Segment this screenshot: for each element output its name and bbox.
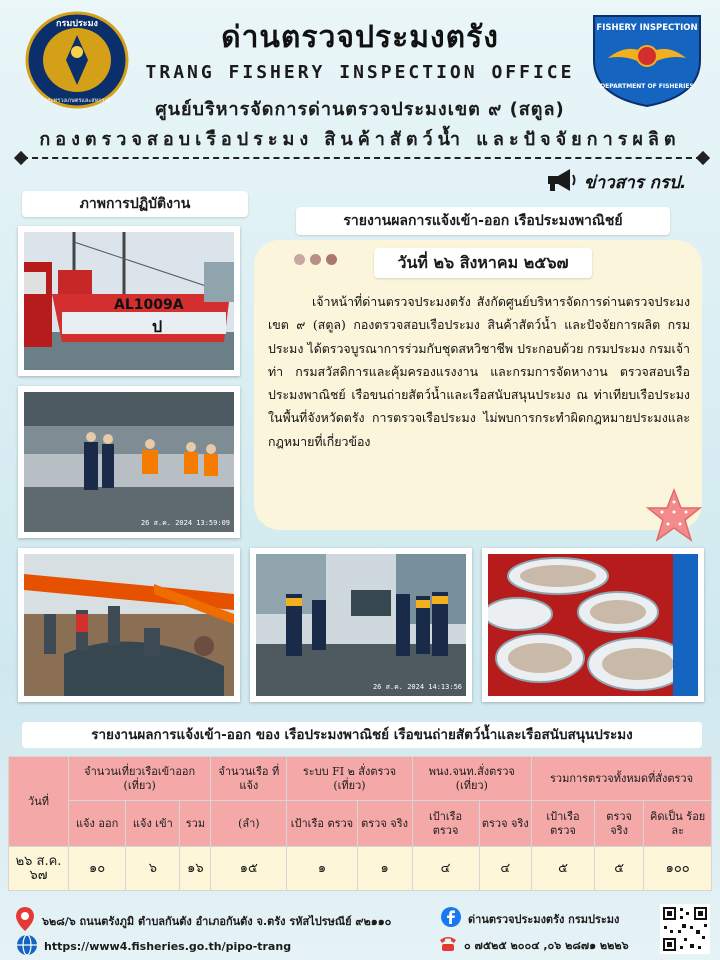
report-date: วันที่ ๒๖ สิงหาคม ๒๕๖๗ <box>374 248 592 278</box>
footer <box>0 898 720 960</box>
photo-timestamp: 26 ส.ค. 2024 13:59:09 <box>140 519 230 527</box>
table-title: รายงานผลการแจ้งเข้า-ออก ของ เรือประมงพาณิชย์ เรือขนถ่ายสัตว์น้ำและเรือสนับสนุนประมง <box>22 722 702 748</box>
table-sub-actual-total: ตรวจ จริง <box>594 801 643 847</box>
cell-out: ๑๐ <box>69 847 126 891</box>
footer-address <box>14 906 391 935</box>
table-header-pnjt: พนง.จนท.สั่งตรวจ (เที่ยว) <box>412 757 531 801</box>
photo-timestamp: 26 ส.ค. 2024 14:13:56 <box>372 683 462 691</box>
division-title: กองตรวจสอบเรือประมง สินค้าสัตว์น้ำ และปัจจัยการผลิต <box>39 129 681 150</box>
website-text: https://www4.fisheries.go.th/pipo-trang <box>44 940 292 953</box>
facebook-icon <box>440 906 462 931</box>
cell-sum: ๑๖ <box>180 847 211 891</box>
table-header-total: รวมการตรวจทั้งหมดที่สั่งตรวจ <box>532 757 712 801</box>
table-sub-target-fi2: เป้าเรือ ตรวจ <box>287 801 357 847</box>
table-sub-target-pnjt: เป้าเรือ ตรวจ <box>412 801 479 847</box>
table-header-fi2: ระบบ FI ๒ สั่งตรวจ (เที่ยว) <box>287 757 412 801</box>
left-logo-subtext: กระทรวงเกษตรและสหกรณ์ <box>44 98 110 104</box>
globe-icon <box>16 934 38 959</box>
table-sub-in: แจ้ง เข้า <box>126 801 180 847</box>
photo-officers-outdoor <box>250 548 472 702</box>
phone-text: ๐ ๗๕๒๕ ๒๐๐๔ ,๐๖ ๒๘๗๑ ๒๒๒๖ <box>464 938 629 952</box>
location-pin-icon <box>14 906 36 935</box>
cell-fi2-actual: ๑ <box>357 847 412 891</box>
right-logo-bottom-text: DEPARTMENT OF FISHERIES <box>600 83 694 90</box>
office-title-english: TRANG FISHERY INSPECTION OFFICE <box>145 62 575 83</box>
photo-deck-nets <box>18 548 240 702</box>
footer-phone <box>438 934 629 955</box>
office-title-thai: ด่านตรวจประมงตรัง <box>221 20 499 55</box>
table-sub-sum: รวม <box>180 801 211 847</box>
starfish-icon <box>646 488 702 542</box>
footer-facebook[interactable] <box>440 906 619 931</box>
photo-port-inspection <box>18 386 240 538</box>
table-sub-out: แจ้ง ออก <box>69 801 126 847</box>
decor-dots <box>294 254 337 265</box>
boat-side-mark: ป <box>152 317 163 336</box>
qr-code[interactable] <box>660 904 710 954</box>
table-sub-actual-pnjt: ตรวจ จริง <box>479 801 531 847</box>
report-card <box>254 240 702 530</box>
table-sub-percent: คิดเป็น ร้อยละ <box>644 801 712 847</box>
cell-fi2-target: ๑ <box>287 847 357 891</box>
facebook-text: ด่านตรวจประมงตรัง กรมประมง <box>468 912 620 926</box>
inspection-stats-table <box>8 756 712 891</box>
photo-fishing-boat <box>18 226 240 376</box>
table-sub-unit: (ลำ) <box>211 801 287 847</box>
news-label: ข่าวสาร กรป. <box>584 172 687 193</box>
report-body: เจ้าหน้าที่ด่านตรวจประมงตรัง สังกัดศูนย์บริหารจัดการด่านตรวจประมง เขต ๙ (สตูล) กองตรวจสอบเรือประมง สินค้าสัตว์น้ำ และปัจจัยการผลิต กรมประมง ได้ตรวจบูรณาการร่วมกับชุดสหวิชาชีพ ประกอบด้วย กรมประมง กรมเจ้าท่า กรมสวัสดิการและคุ้มครองแรงงาน และกรมการจัดหางาน ตรวจสอบเรือประมงพาณิชย์ เรือขนถ่ายสัตว์น้ำและเรือสนับสนุนประมง ณ ท่าเทียบเรือประมงในพื้นที่จังหวัดตรัง การตรวจเรือประมง ไม่พบการกระทำผิดกฎหมายประมงและกฎหมายที่เกี่ยวข้อง <box>268 294 690 449</box>
cell-pnjt-target: ๔ <box>412 847 479 891</box>
footer-website[interactable] <box>16 934 291 959</box>
photo-seafood-baskets <box>482 548 704 702</box>
megaphone-icon <box>544 166 578 198</box>
boat-number-label: AL1009A <box>114 297 184 313</box>
table-header-boats: จำนวนเรือ ที่แจ้ง <box>211 757 287 801</box>
table-header-trips: จำนวนเที่ยวเรือเข้าออก (เที่ยว) <box>69 757 211 801</box>
table-header-day: วันที่ <box>9 757 69 847</box>
operations-label: ภาพการปฏิบัติงาน <box>22 191 248 217</box>
phone-icon <box>438 934 458 955</box>
report-label: รายงานผลการแจ้งเข้า-ออก เรือประมงพาณิชย์ <box>296 207 670 235</box>
table-sub-actual-fi2: ตรวจ จริง <box>357 801 412 847</box>
cell-pnjt-actual: ๔ <box>479 847 531 891</box>
cell-total-actual: ๕ <box>594 847 643 891</box>
cell-date: ๒๖ ส.ค. ๖๗ <box>9 847 69 891</box>
table-row <box>9 847 712 891</box>
right-logo-top-text: FISHERY INSPECTION <box>596 23 698 33</box>
center-title: ศูนย์บริหารจัดการด่านตรวจประมงเขต ๙ (สตูล) <box>155 99 565 120</box>
table-sub-target-total: เป้าเรือ ตรวจ <box>532 801 595 847</box>
cell-total-target: ๕ <box>532 847 595 891</box>
left-logo-text: กรมประมง <box>56 19 98 29</box>
cell-in: ๖ <box>126 847 180 891</box>
news-tag <box>544 167 704 197</box>
header-divider <box>22 157 702 159</box>
cell-boats: ๑๕ <box>211 847 287 891</box>
address-text: ๖๒๘/๖ ถนนตรังภูมิ ตำบลกันตัง อำเภอกันตัง จ.ตรัง รหัสไปรษณีย์ ๙๒๑๑๐ <box>42 914 392 928</box>
cell-percent: ๑๐๐ <box>644 847 712 891</box>
